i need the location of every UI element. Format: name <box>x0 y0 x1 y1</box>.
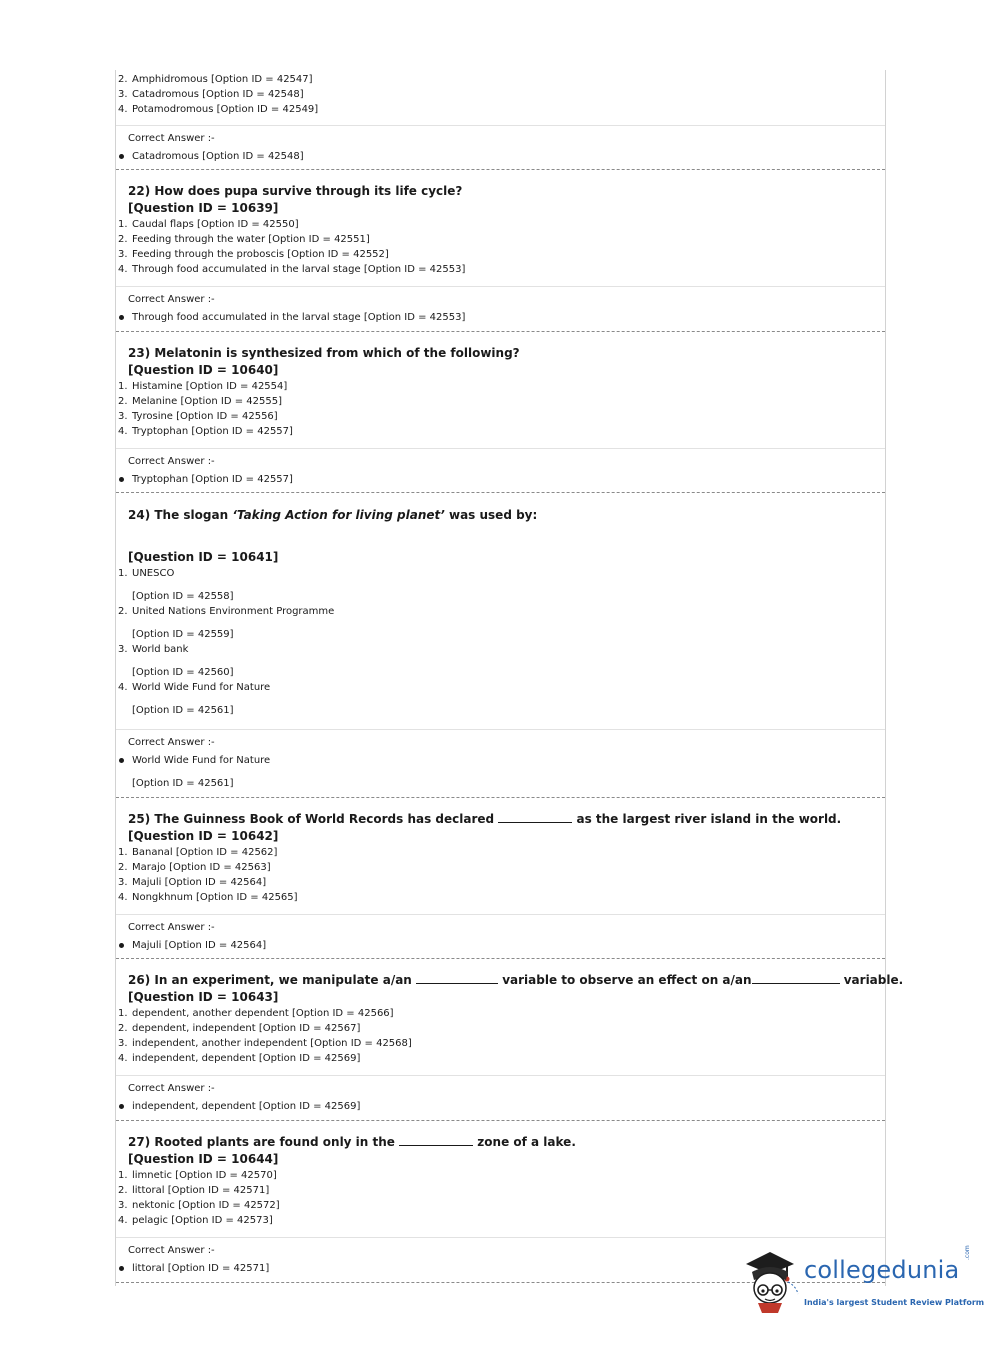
divider <box>116 729 885 730</box>
bullet-icon <box>119 315 124 320</box>
option-item: 2. Amphidromous [Option ID = 42547] <box>118 74 313 85</box>
fill-blank <box>416 973 498 984</box>
fill-blank <box>752 973 840 984</box>
q26-answer <box>116 1081 885 1114</box>
option-item: 4. independent, dependent [Option ID = 42569] <box>118 1053 361 1064</box>
option-item: 3. Catadromous [Option ID = 42548] <box>118 89 304 100</box>
q27-block <box>116 1133 885 1228</box>
option-item: 2. dependent, independent [Option ID = 42567] <box>118 1023 361 1034</box>
q25-answer <box>116 920 885 953</box>
brand-name: collegedunia <box>804 1256 960 1284</box>
brand-tagline: India's largest Student Review Platform <box>804 1298 985 1307</box>
option-item: 2. littoral [Option ID = 42571] <box>118 1185 270 1196</box>
option-id: [Option ID = 42561] <box>132 705 234 716</box>
option-item: 4. World Wide Fund for Nature <box>118 682 271 693</box>
option-item: 4. Potamodromous [Option ID = 42549] <box>118 104 319 115</box>
question-sheet <box>115 70 904 1286</box>
bullet-icon <box>119 477 124 482</box>
correct-answer-label: Correct Answer :- <box>128 1245 215 1256</box>
correct-answer: Catadromous [Option ID = 42548] <box>118 149 885 164</box>
question-separator <box>116 169 885 170</box>
correct-answer-label: Correct Answer :- <box>128 294 215 305</box>
option-item: 2. Marajo [Option ID = 42563] <box>118 862 271 873</box>
question-id: [Question ID = 10644] <box>128 1152 279 1166</box>
q23-block <box>116 344 885 439</box>
question-text: 26) In an experiment, we manipulate a/an variable to observe an effect on a/an variable. <box>128 973 904 987</box>
option-item: 1. Caudal flaps [Option ID = 42550] <box>118 219 299 230</box>
option-item: 1. limnetic [Option ID = 42570] <box>118 1170 277 1181</box>
correct-answer: Majuli [Option ID = 42564] <box>118 938 885 953</box>
option-item: 4. Tryptophan [Option ID = 42557] <box>118 426 293 437</box>
question-separator <box>116 331 885 332</box>
option-item: 4. Through food accumulated in the larval stage [Option ID = 42553] <box>118 264 466 275</box>
option-item: 3. World bank <box>118 644 189 655</box>
option-id: [Option ID = 42561] <box>132 778 234 789</box>
question-text: 27) Rooted plants are found only in the zone of a lake. <box>128 1135 576 1149</box>
q23-answer <box>116 454 885 487</box>
correct-answer-label: Correct Answer :- <box>128 922 215 933</box>
fill-blank <box>399 1135 473 1146</box>
option-item: 1. Bananal [Option ID = 42562] <box>118 847 278 858</box>
q22-block <box>116 182 885 277</box>
brand-domain: .com <box>964 1245 971 1260</box>
q22-answer <box>116 292 885 325</box>
question-id: [Question ID = 10639] <box>128 201 279 215</box>
question-text: 23) Melatonin is synthesized from which of the following? <box>128 346 520 360</box>
bullet-icon <box>119 154 124 159</box>
q26-block <box>116 971 904 1066</box>
mascot-icon <box>742 1250 804 1320</box>
q24-answer <box>116 735 885 791</box>
question-text: 22) How does pupa survive through its life cycle? <box>128 184 463 198</box>
correct-answer-label: Correct Answer :- <box>128 456 215 467</box>
option-item: 3. Tyrosine [Option ID = 42556] <box>118 411 278 422</box>
option-item: 1. Histamine [Option ID = 42554] <box>118 381 288 392</box>
divider <box>116 286 885 287</box>
option-item: 3. Feeding through the proboscis [Option ID = 42552] <box>118 249 389 260</box>
fill-blank <box>498 812 572 823</box>
correct-answer: littoral [Option ID = 42571] <box>118 1261 885 1276</box>
correct-answer-label: Correct Answer :- <box>128 737 215 748</box>
question-id: [Question ID = 10643] <box>128 990 279 1004</box>
q24-block <box>116 506 885 718</box>
bullet-icon <box>119 1104 124 1109</box>
bullet-icon <box>119 943 124 948</box>
correct-answer: Through food accumulated in the larval stage [Option ID = 42553] <box>118 310 885 325</box>
bullet-icon <box>119 1266 124 1271</box>
divider <box>116 1237 885 1238</box>
correct-answer-label: Correct Answer :- <box>128 133 215 144</box>
option-id: [Option ID = 42558] <box>132 591 234 602</box>
divider <box>116 1075 885 1076</box>
correct-answer: Tryptophan [Option ID = 42557] <box>118 472 885 487</box>
question-separator <box>116 797 885 798</box>
question-id: [Question ID = 10642] <box>128 829 279 843</box>
option-item: 1. UNESCO <box>118 568 175 579</box>
bullet-icon <box>119 758 124 763</box>
option-item: 3. Majuli [Option ID = 42564] <box>118 877 267 888</box>
q25-block <box>116 810 885 905</box>
question-separator <box>116 958 885 959</box>
correct-answer: independent, dependent [Option ID = 42569] <box>118 1099 885 1114</box>
option-id: [Option ID = 42560] <box>132 667 234 678</box>
option-item: 4. Nongkhnum [Option ID = 42565] <box>118 892 298 903</box>
option-item: 1. dependent, another dependent [Option ID = 42566] <box>118 1008 394 1019</box>
correct-answer: World Wide Fund for Nature <box>118 753 885 768</box>
divider <box>116 914 885 915</box>
question-separator <box>116 492 885 493</box>
question-id: [Question ID = 10640] <box>128 363 279 377</box>
question-text: 24) The slogan ‘Taking Action for living planet’ was used by: <box>128 508 538 522</box>
option-item: 2. United Nations Environment Programme <box>118 606 335 617</box>
option-id: [Option ID = 42559] <box>132 629 234 640</box>
option-item: 3. independent, another independent [Option ID = 42568] <box>118 1038 412 1049</box>
q21-options <box>116 72 885 117</box>
divider <box>116 448 885 449</box>
option-item: 3. nektonic [Option ID = 42572] <box>118 1200 280 1211</box>
q21-answer <box>116 131 885 164</box>
option-item: 2. Melanine [Option ID = 42555] <box>118 396 283 407</box>
question-id: [Question ID = 10641] <box>128 550 279 564</box>
option-item: 4. pelagic [Option ID = 42573] <box>118 1215 273 1226</box>
divider <box>116 125 885 126</box>
correct-answer-label: Correct Answer :- <box>128 1083 215 1094</box>
question-separator <box>116 1120 885 1121</box>
question-text: 25) The Guinness Book of World Records has declared as the largest river island in the world. <box>128 812 842 826</box>
collegedunia-logo <box>742 1245 985 1320</box>
option-item: 2. Feeding through the water [Option ID = 42551] <box>118 234 370 245</box>
